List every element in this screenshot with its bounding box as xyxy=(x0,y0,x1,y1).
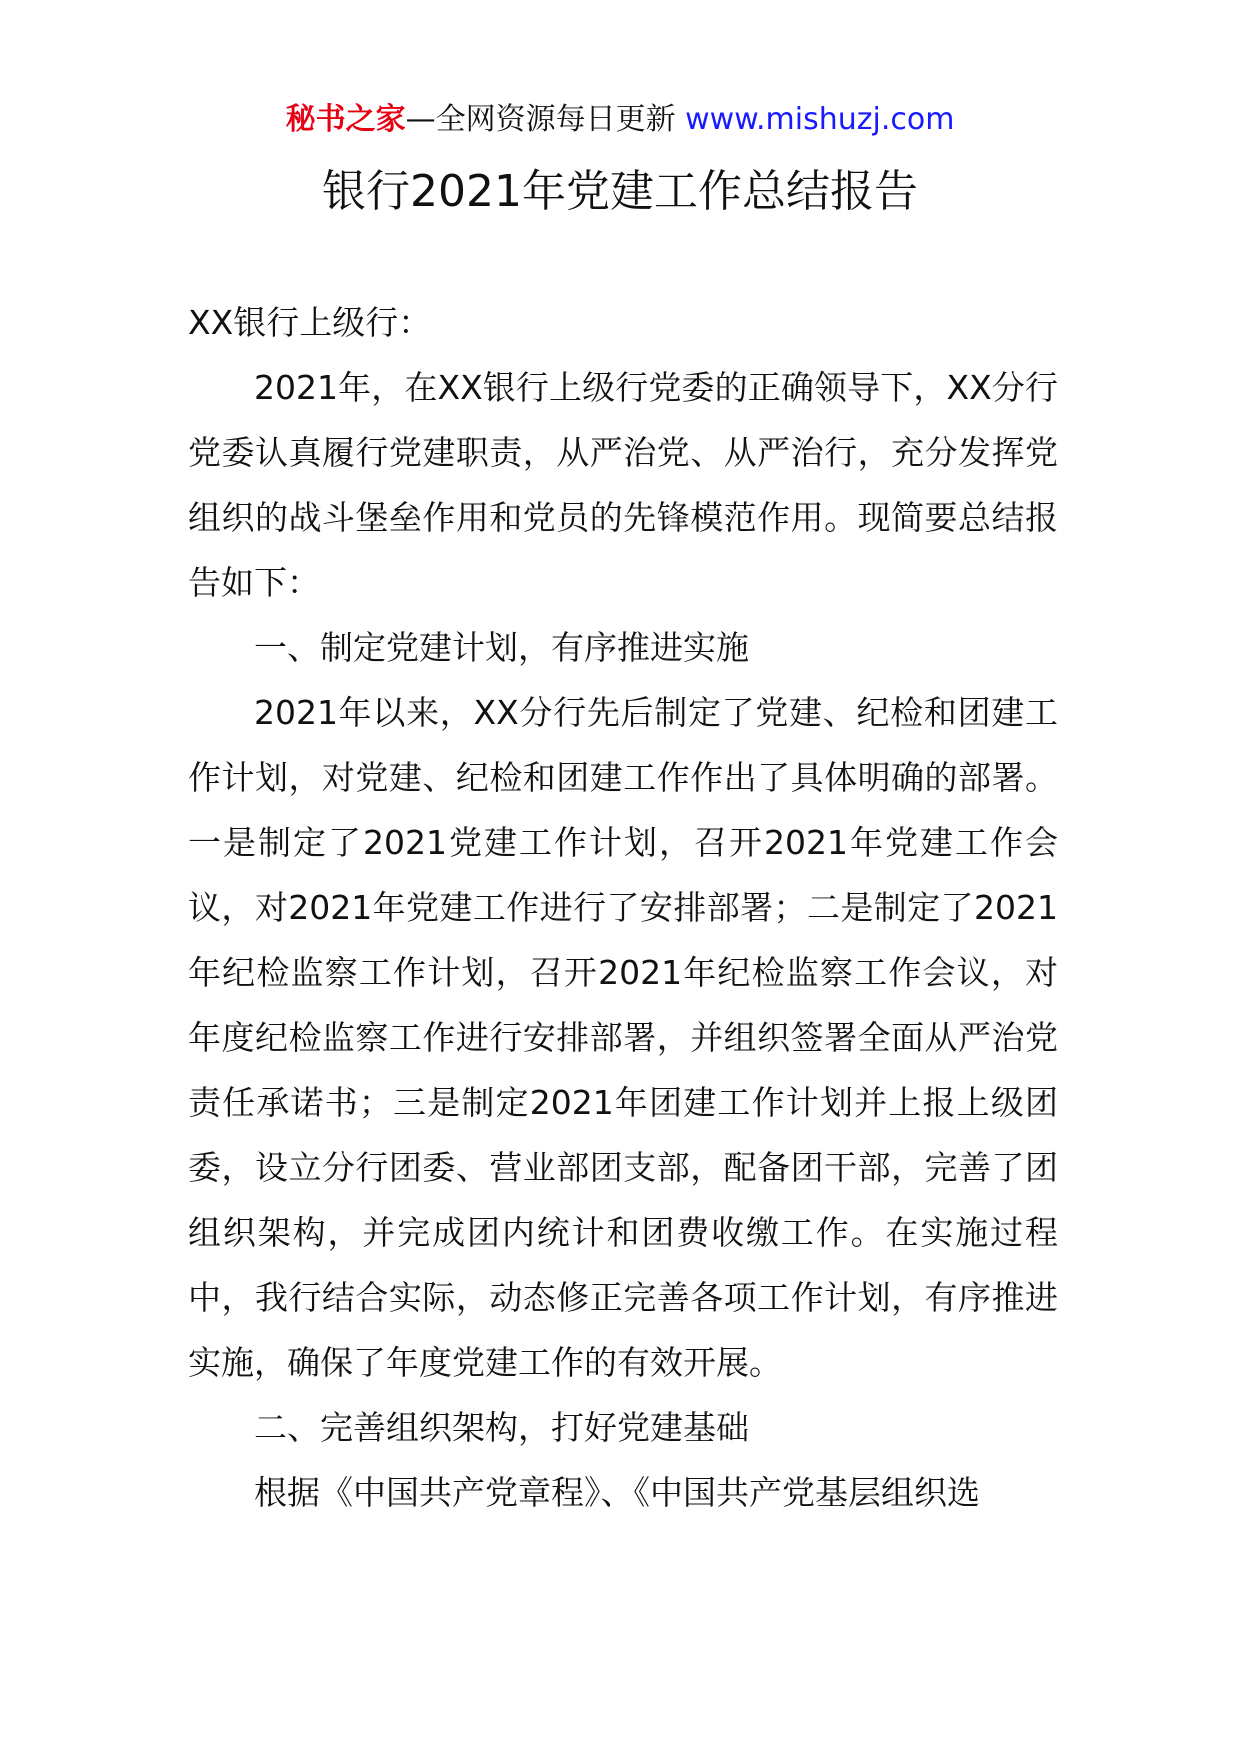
site-slogan: —全网资源每日更新 xyxy=(405,102,676,137)
section-2-paragraph: 根据《中国共产党章程》、《中国共产党基层组织选 xyxy=(254,1473,980,1512)
document-body xyxy=(188,290,1058,1525)
section-heading-2: 二、完善组织架构，打好党建基础 xyxy=(254,1408,749,1447)
section-1-paragraph: 2021年以来，XX分行先后制定了党建、纪检和团建工作计划，对党建、纪检和团建工作作出了具体明确的部署。一是制定了2021党建工作计划，召开2021年党建工作会议，对2021年党建工作进行了安排部署；二是制定了2021年纪检监察工作计划，召开2021年纪检监察工作会议，对年度纪检监察工作进行安排部署，并组织签署全面从严治党责任承诺书；三是制定2021年团建工作计划并上报上级团委，设立分行团委、营业部团支部，配备团干部，完善了团组织架构，并完成团内统计和团费收缴工作。在实施过程中，我行结合实际，动态修正完善各项工作计划，有序推进实施，确保了年度党建工作的有效开展。 xyxy=(188,693,1058,1382)
salutation: XX银行上级行： xyxy=(188,303,432,342)
site-header xyxy=(0,100,1240,140)
brand-name: 秘书之家 xyxy=(285,102,406,137)
site-url-link[interactable]: www.mishuzj.com xyxy=(685,102,955,137)
intro-paragraph: 2021年，在XX银行上级行党委的正确领导下，XX分行党委认真履行党建职责，从严治党、从严治行，充分发挥党组织的战斗堡垒作用和党员的先锋模范作用。现简要总结报告如下： xyxy=(188,368,1058,602)
document-title: 银行2021年党建工作总结报告 xyxy=(322,166,918,217)
section-heading-1: 一、制定党建计划，有序推进实施 xyxy=(254,628,749,667)
